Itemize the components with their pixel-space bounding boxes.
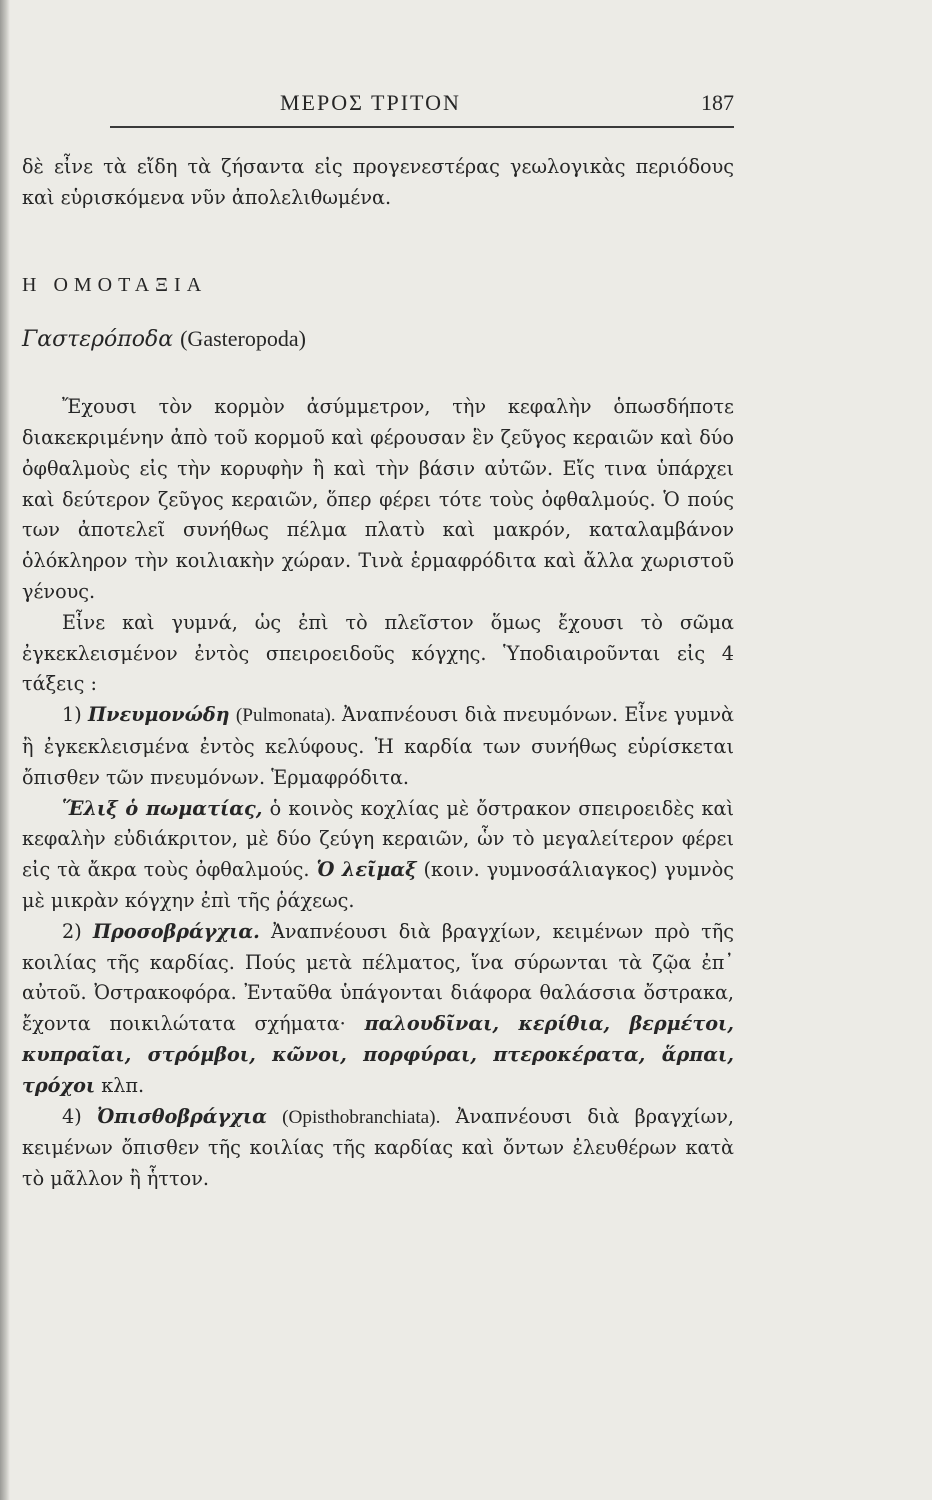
section-title: Η ΟΜΟΤΑΞΙΑ: [22, 273, 208, 296]
order-description: Ἀναπνέουσι διὰ βραγχίων, κειμένων ὄπισθεν τῆς κοιλίας τῆς καρδίας καὶ ὄντων ἐλευθέρων κατὰ τὸ μᾶλλον ἢ ἧττον.: [22, 1104, 734, 1191]
order-name: Προσοβράγχια.: [92, 919, 260, 943]
order-prosobranchia: [22, 917, 734, 1102]
order-latin-name: (Pulmonata).: [235, 705, 336, 727]
paragraph-orders-intro: Εἶνε καὶ γυμνά, ὡς ἐπὶ τὸ πλεῖστον ὅμως ἔχουσι τὸ σῶμα ἐγκεκλεισμένον ἐντὸς σπειροειδοῦς κόγχης. Ὑποδιαιροῦνται εἰς 4 τάξεις :: [22, 610, 734, 696]
order-latin-name: (Opisthobranchiata).: [282, 1106, 441, 1128]
intro-paragraph: δὲ εἶνε τὰ εἴδη τὰ ζήσαντα εἰς προγενεστέρας γεωλογικὰς περιόδους καὶ εὑρισκόμενα νῦν ἀπολελιθωμένα.: [22, 155, 734, 209]
example-genera: παλουδῖναι, κερίθια, βερμέτοι, κυπραῖαι, στρόμβοι, κῶνοι, πορφύραι, πτεροκέρατα, ἅρπαι, τρόχοι: [22, 1012, 734, 1097]
example-helix: [22, 794, 734, 917]
paragraph-description: Ἔχουσι τὸν κορμὸν ἀσύμμετρον, τὴν κεφαλὴν ὁπωσδήποτε διακεκριμένην ἀπὸ τοῦ κορμοῦ καὶ φέρουσαν ἓν ζεῦγος κεραιῶν καὶ δύο ὀφθαλμοὺς εἰς τὴν κορυφὴν ἢ καὶ τὴν βάσιν αὐτῶν. Εἴς τινα ὑπάρχει καὶ δεύτερον ζεῦγος κεραιῶν, ὅπερ φέρει τότε τοὺς ὀφθαλμούς. Ὁ πούς των ἀποτελεῖ συνήθως πέλμα πλατὺ καὶ μακρόν, καταλαμβάνον ὁλόκληρον τὴν κοιλιακὴν χώραν. Τινὰ ἑρμαφρόδιτα καὶ ἄλλα χωριστοῦ γένους.: [22, 395, 734, 603]
page-number: 187: [701, 90, 734, 115]
running-header: [110, 88, 734, 128]
class-greek-name: Γαστερόποδα: [22, 327, 174, 353]
order-number: 2): [62, 919, 82, 943]
species-description: ὁ κοινὸς κοχλίας μὲ ὄστρακον σπειροειδὲς καὶ κεφαλὴν εὐδιάκριτον, μὲ δύο ζεύγη κεραιῶν, ὧν τὸ μεγαλείτερον φέρει εἰς τὰ ἄκρα τοὺς ὀφθαλμούς.: [22, 796, 734, 882]
species-name-limax: Ὁ λεῖμαξ: [316, 858, 417, 882]
section-subtitle: [22, 324, 734, 356]
order-description: Ἀναπνέουσι διὰ πνευμόνων. Εἶνε γυμνὰ ἢ ἐγκεκλεισμένα ἐντὸς κελύφους. Ἡ καρδία των συνήθως εὑρίσκεται ὄπισθεν τῶν πνευμόνων. Ἑρμαφρόδιτα.: [22, 703, 734, 789]
order-name: Πνευμονώδη: [88, 703, 230, 727]
order-name: Ὀπισθοβράγχια: [96, 1104, 267, 1128]
body-text: [22, 152, 734, 1195]
etc-abbrev: κλπ.: [101, 1073, 145, 1097]
species-name: Ἕλιξ ὁ πωματίας,: [62, 796, 263, 820]
class-latin-name: (Gasteropoda): [180, 326, 306, 352]
order-opisthobranchia: [22, 1102, 734, 1195]
order-number: 4): [62, 1104, 82, 1128]
species-description-limax: (κοιν. γυμνοσάλιαγκος) γυμνὸς μὲ μικρὰν κόγχην ἐπὶ τῆς ῥάχεως.: [22, 858, 734, 912]
order-pulmonata: [22, 700, 734, 793]
running-title: ΜΕΡΟΣ ΤΡΙΤΟΝ: [280, 90, 461, 115]
order-number: 1): [62, 703, 82, 727]
order-description: Ἀναπνέουσι διὰ βραγχίων, κειμένων πρὸ τῆς κοιλίας τῆς καρδίας. Πούς μετὰ πέλματος, ἵνα σύρωνται τὰ ζῷα ἐπ᾽ αὐτοῦ. Ὀστρακοφόρα. Ἐνταῦθα ὑπάγονται διάφορα θαλάσσια ὄστρακα, ἔχοντα ποικιλώτατα σχήματα·: [22, 919, 734, 1036]
